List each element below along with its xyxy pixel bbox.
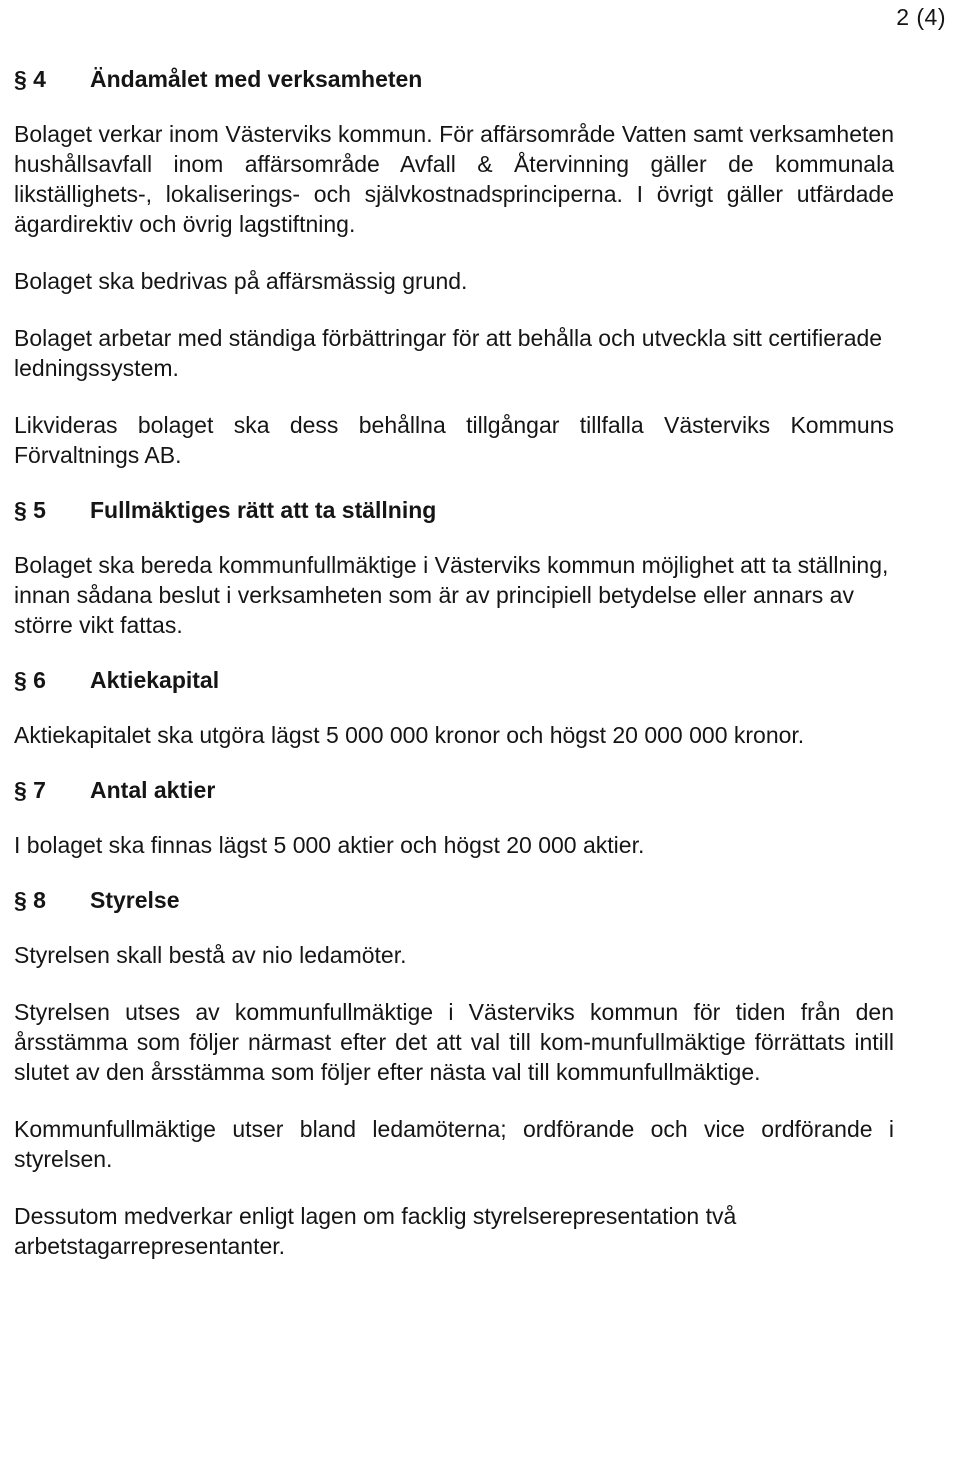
section-7 [14,777,894,860]
section-number: § 8 [14,887,46,913]
page-number: 2 (4) [896,4,946,30]
paragraph: Bolaget ska bedrivas på affärsmässig grund. [14,268,468,294]
section-number: § 5 [14,497,46,523]
section-number: § 7 [14,777,46,803]
section-title: Aktiekapital [90,667,220,693]
document-body [14,66,894,1288]
section-6 [14,667,894,750]
section-title: Fullmäktiges rätt att ta ställning [90,497,437,523]
section-heading [14,66,894,93]
section-number: § 6 [14,667,46,693]
paragraph: Styrelsen utses av kommunfullmäktige i Västerviks kommun för tiden från den årsstämma som följer närmast efter det att val till kom-munfullmäktige förrättats intill slutet av den årsstämma som följer efter nästa val till kommunfullmäktige. [14,999,894,1085]
section-title: Styrelse [90,887,180,913]
paragraph: Bolaget ska bereda kommunfullmäktige i Västerviks kommun möjlighet att ta ställning, innan sådana beslut i verksamheten som är av principiell betydelse eller annars av större vikt fattas. [14,552,889,638]
paragraph: Likvideras bolaget ska dess behållna tillgångar tillfalla Västerviks Kommuns Förvaltnings AB. [14,412,894,468]
paragraph: Dessutom medverkar enligt lagen om facklig styrelserepresentation två arbetstagarrepresentanter. [14,1203,737,1259]
section-heading [14,887,894,914]
paragraph: Aktiekapitalet ska utgöra lägst 5 000 000 kronor och högst 20 000 000 kronor. [14,722,805,748]
section-heading [14,777,894,804]
section-title: Antal aktier [90,777,216,803]
paragraph: Styrelsen skall bestå av nio ledamöter. [14,942,407,968]
section-4 [14,66,894,470]
section-5 [14,497,894,640]
section-heading [14,667,894,694]
paragraph: Bolaget arbetar med ständiga förbättringar för att behålla och utveckla sitt certifierade ledningssystem. [14,325,883,381]
paragraph: I bolaget ska finnas lägst 5 000 aktier och högst 20 000 aktier. [14,832,645,858]
section-heading [14,497,894,524]
paragraph: Kommunfullmäktige utser bland ledamöterna; ordförande och vice ordförande i styrelsen. [14,1116,894,1172]
section-8 [14,887,894,1261]
section-number: § 4 [14,66,46,92]
section-title: Ändamålet med verksamheten [90,66,423,92]
paragraph: Bolaget verkar inom Västerviks kommun. För affärsområde Vatten samt verksamheten hushållsavfall inom affärsområde Avfall & Återvinning gäller de kommunala likställighets-, lokaliserings- och självkostnadsprinciperna. I övrigt gäller utfärdade ägardirektiv och övrig lagstiftning. [14,121,894,237]
